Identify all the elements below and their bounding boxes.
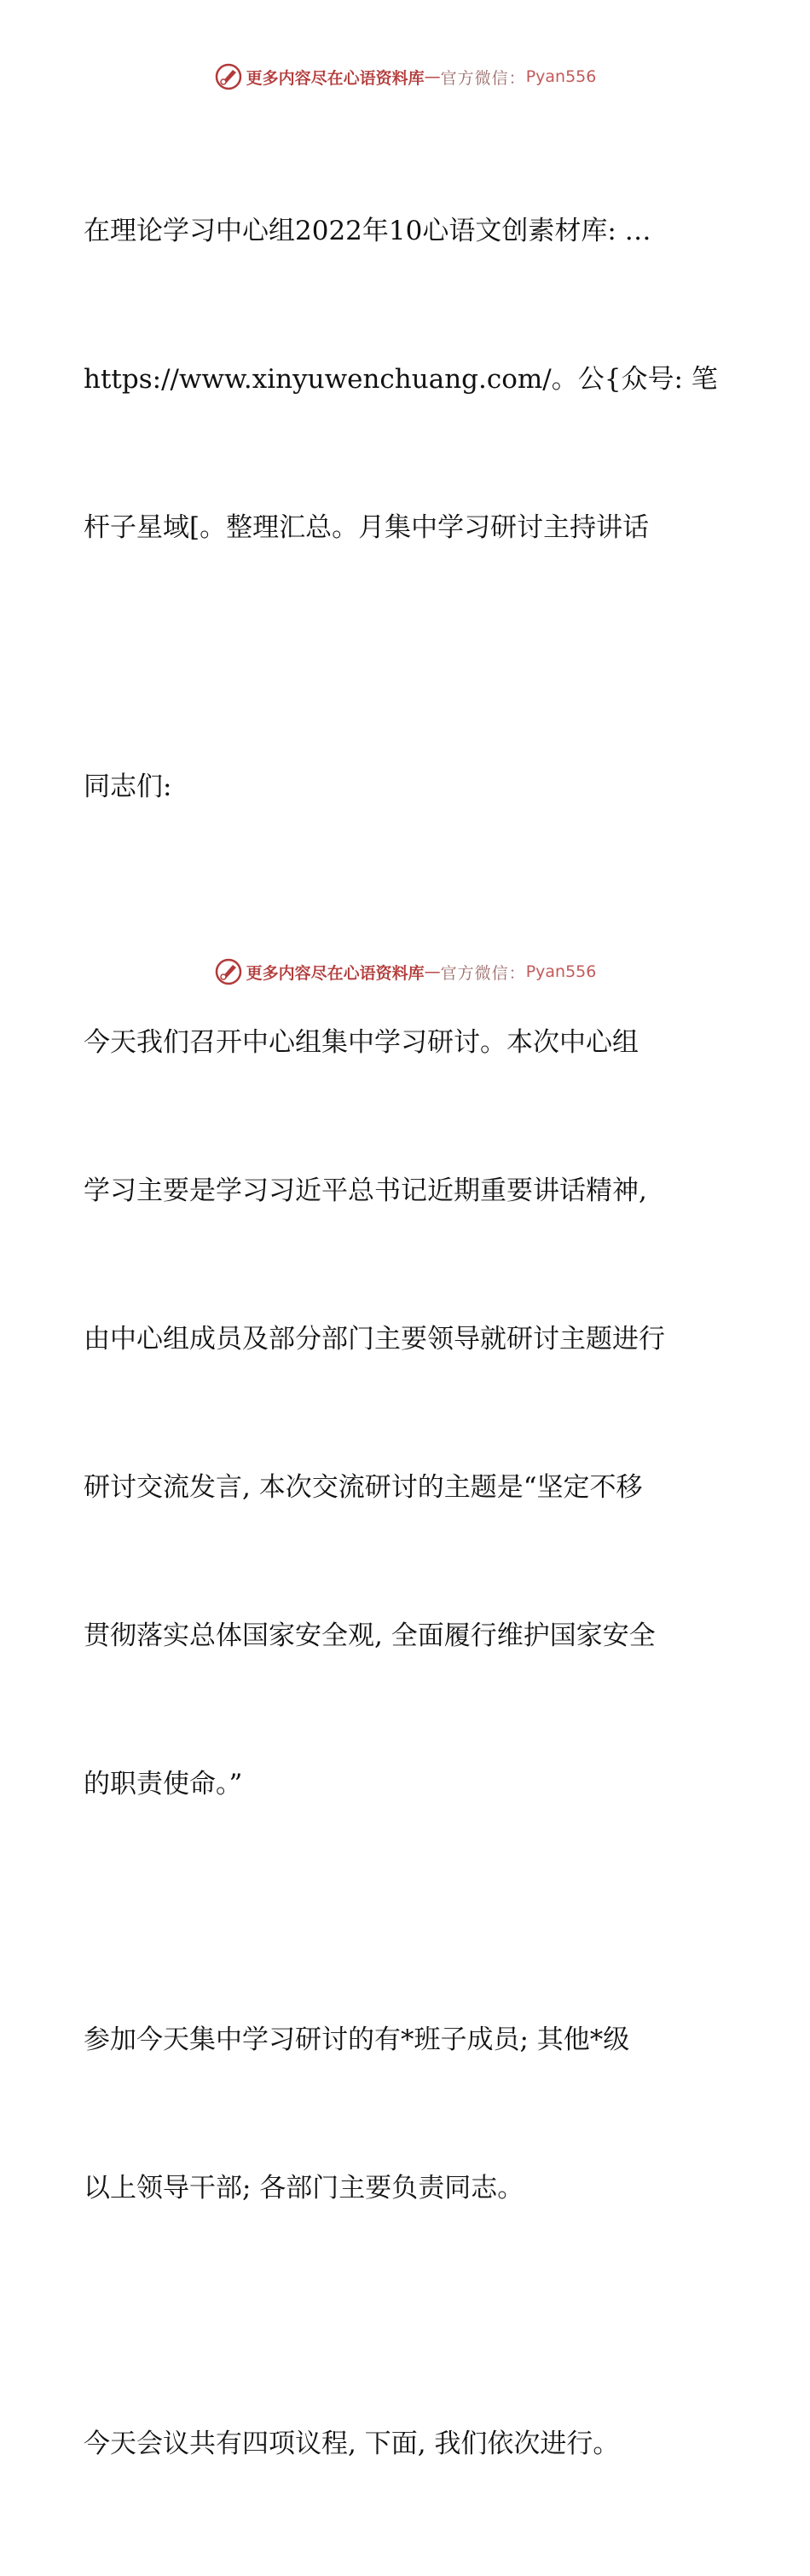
- banner-slogan: 更多内容尽在心语资料库: [246, 963, 425, 983]
- brush-logo-icon: [214, 62, 243, 91]
- text-line: 由中心组成员及部分部门主要领导就研讨主题进行: [84, 1324, 665, 1354]
- text-line: https://www.xinyuwenchuang.com/。公{众号: 笔: [84, 364, 718, 395]
- paragraph-title: [84, 107, 732, 651]
- text-line: 的职责使命。”: [84, 1769, 243, 1799]
- banner-wechat-label: 官方微信：: [440, 963, 526, 983]
- banner-wechat-label: 官方微信：: [440, 68, 526, 88]
- paragraph-attendees: [84, 1916, 732, 2312]
- banner-wechat-id: Pyan556: [525, 67, 597, 86]
- paragraph-salutation: [84, 663, 732, 910]
- text-line: 学习主要是学习习近平总书记近期重要讲话精神,: [84, 1175, 647, 1206]
- banner-dash: —: [424, 962, 441, 981]
- text-line: 以上领导干部; 各部门主要负责同志。: [84, 2173, 524, 2203]
- brush-logo-icon: [214, 957, 243, 986]
- text-line: 贯彻落实总体国家安全观, 全面履行维护国家安全: [84, 1620, 656, 1651]
- document-body: [84, 107, 732, 2576]
- banner-slogan: 更多内容尽在心语资料库: [246, 68, 425, 88]
- paragraph-agenda: [84, 2320, 732, 2567]
- text-line: 今天会议共有四项议程, 下面, 我们依次进行。: [84, 2429, 620, 2459]
- paragraph-intro: [84, 919, 732, 1908]
- footer-banner: [0, 955, 810, 989]
- text-line: 参加今天集中学习研讨的有*班子成员; 其他*级: [84, 2024, 630, 2055]
- text-line: 今天我们召开中心组集中学习研讨。本次中心组: [84, 1027, 639, 1058]
- banner-wechat-id: Pyan556: [525, 962, 597, 981]
- header-banner: [0, 60, 810, 94]
- text-line: 同志们:: [84, 771, 172, 802]
- text-line: 研讨交流发言, 本次交流研讨的主题是“坚定不移: [84, 1472, 643, 1503]
- text-line: 在理论学习中心组2022年10心语文创素材库: …: [84, 216, 651, 246]
- text-line: 杆子星域[。整理汇总。月集中学习研讨主持讲话: [84, 512, 650, 543]
- banner-dash: —: [424, 67, 441, 86]
